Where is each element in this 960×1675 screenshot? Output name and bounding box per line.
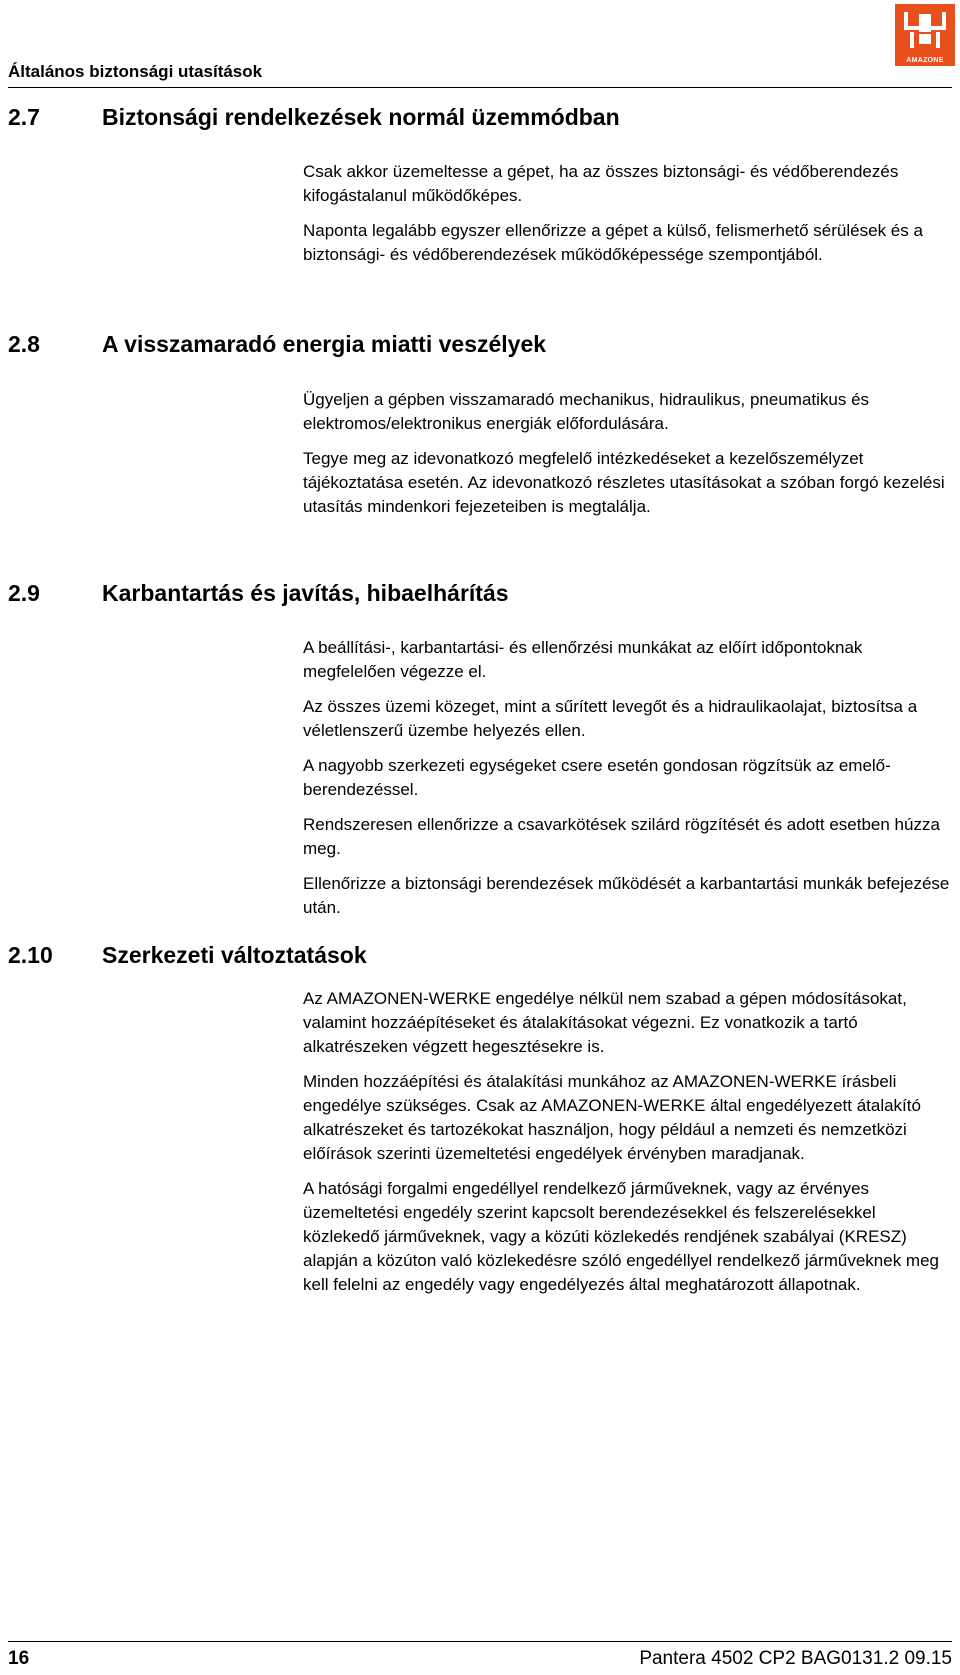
section-heading-2-7	[8, 104, 620, 131]
paragraph: Minden hozzáépítési és átalakítási munkához az AMAZONEN-WERKE írásbeli engedélye szükséges. Csak az AMAZONEN-WERKE által engedélyezett átalakító alkatrészeket és tartozékokat használjon, hogy például a nemzeti és nemzetközi előírások szerinti üzemeltetési engedélyek érvényben maradjanak.	[303, 1072, 921, 1163]
section-number: 2.10	[8, 942, 53, 968]
paragraph: A nagyobb szerkezeti egységeket csere esetén gondosan rögzítsük az emelő-berendezéssel.	[303, 756, 891, 799]
document-id: Pantera 4502 CP2 BAG0131.2 09.15	[639, 1648, 952, 1669]
paragraph: Naponta legalább egyszer ellenőrizze a gépet a külső, felismerhető sérülések és a biztonsági- és védőberendezések működőképessége szempontjából.	[303, 221, 923, 264]
section-title: Karbantartás és javítás, hibaelhárítás	[102, 580, 509, 606]
amazone-logo-icon	[895, 4, 955, 54]
section-title: Szerkezeti változtatások	[102, 942, 367, 968]
section-number: 2.8	[8, 331, 40, 357]
paragraph: Ügyeljen a gépben visszamaradó mechanikus, hidraulikus, pneumatikus és elektromos/elektronikus energiák előfordulására.	[303, 390, 870, 433]
logo-wordmark: AMAZONE	[906, 57, 944, 64]
section-title: A visszamaradó energia miatti veszélyek	[102, 331, 547, 357]
section-number: 2.9	[8, 580, 40, 606]
section-heading-2-10	[8, 942, 367, 969]
amazone-logo	[895, 4, 955, 66]
paragraph: Az összes üzemi közeget, mint a sűrített levegőt és a hidraulikaolajat, biztosítsa a véletlenszerű üzembe helyezés ellen.	[303, 697, 918, 740]
section-body-2-7	[303, 160, 953, 278]
paragraph: A beállítási-, karbantartási- és ellenőrzési munkákat az előírt időpontoknak megfelelően végezze el.	[303, 638, 863, 681]
paragraph: Rendszeresen ellenőrizze a csavarkötések szilárd rögzítését és adott esetben húzza meg.	[303, 815, 940, 858]
section-heading-2-9	[8, 580, 509, 607]
section-body-2-8	[303, 388, 953, 530]
section-title: Biztonsági rendelkezések normál üzemmódban	[102, 104, 620, 130]
header-divider	[8, 87, 952, 88]
paragraph: Tegye meg az idevonatkozó megfelelő intézkedéseket a kezelőszemélyzet tájékoztatása esetén. Az idevonatkozó részletes utasításokat a szóban forgó kezelési utasítás mindenkori fejezeteiben is megtalálja.	[303, 449, 945, 516]
paragraph: Az AMAZONEN-WERKE engedélye nélkül nem szabad a gépen módosításokat, valamint hozzáépítéseket és átalakításokat végezni. Ez vonatkozik a tartó alkatrészeken végzett hegesztésekre is.	[303, 989, 907, 1056]
section-heading-2-8	[8, 331, 546, 358]
section-body-2-10	[303, 987, 953, 1308]
paragraph: Ellenőrizze a biztonsági berendezések működését a karbantartási munkák befejezése után.	[303, 874, 950, 917]
page-number: 16	[8, 1648, 30, 1669]
footer-divider	[8, 1641, 952, 1642]
paragraph: Csak akkor üzemeltesse a gépet, ha az összes biztonsági- és védőberendezés kifogástalanul működőképes.	[303, 162, 899, 205]
page-header-title: Általános biztonsági utasítások	[8, 62, 263, 81]
paragraph: A hatósági forgalmi engedéllyel rendelkező járműveknek, vagy az érvényes üzemeltetési engedély szerint kapcsolt berendezésekkel és felszerelésekkel közlekedő járműveknek, vagy a közúti közlekedés rendjének szabályai (KRESZ) alapján a közúton való közlekedésre szóló engedéllyel rendelkező járműveknek meg kell felelni az engedély vagy engedélyezés által meghatározott állapotnak.	[303, 1179, 939, 1294]
section-body-2-9	[303, 636, 953, 931]
section-number: 2.7	[8, 104, 40, 130]
